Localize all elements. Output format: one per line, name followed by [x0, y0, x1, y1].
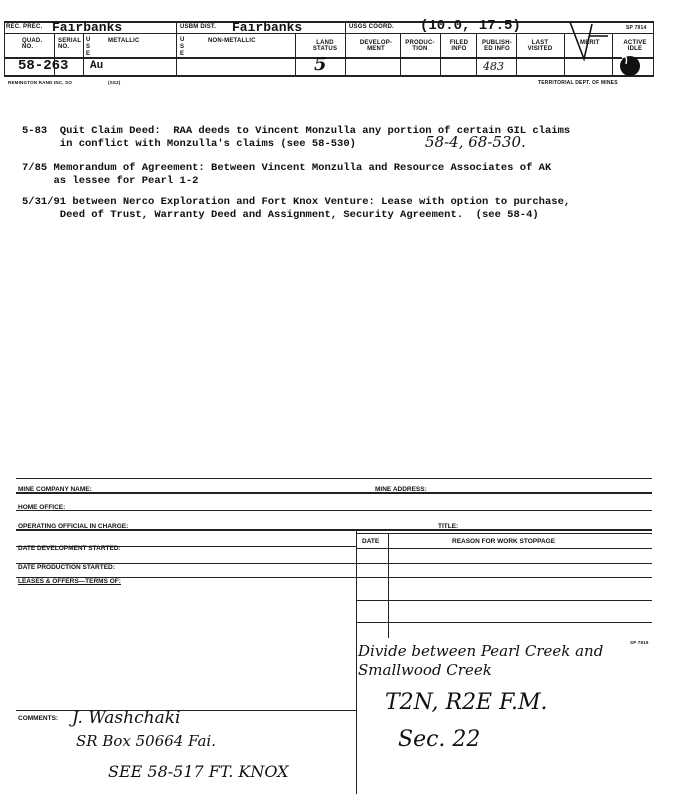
quad-label: QUAD. NO.: [22, 38, 43, 50]
see-reference: SEE 58-517 FT. KNOX: [108, 762, 289, 781]
home-office-label: HOME OFFICE:: [18, 504, 66, 511]
usgs-coord-value: (10.0, 17.5): [420, 18, 521, 34]
nonmetallic-label: NON-METALLIC: [208, 38, 256, 44]
dev-started-label: DATE DEVELOPMENT STARTED:: [18, 545, 121, 552]
form-number-bottom: SP 7915: [630, 640, 649, 645]
entry-2-line-1: 7/85 Memorandum of Agreement: Between Vincent Monzulla and Resource Associates of AK: [22, 162, 552, 174]
reason-column-label: REASON FOR WORK STOPPAGE: [452, 538, 556, 545]
comment-address: SR Box 50664 Fai.: [76, 732, 217, 750]
last-visited-label: LAST VISITED: [527, 40, 553, 52]
usbm-dist-label: USBM DIST.: [180, 24, 217, 30]
develop-label: DEVELOP- MENT: [359, 40, 393, 52]
operating-official-label: OPERATING OFFICIAL IN CHARGE:: [18, 523, 129, 530]
usbm-dist-value: Fairbanks: [232, 20, 303, 35]
rec-prec-value: Fairbanks: [52, 20, 123, 35]
land-status-value: 5: [314, 54, 327, 75]
published-info-label: PUBLISH- ED INFO: [482, 40, 512, 52]
filed-info-label: FILED INFO: [449, 40, 469, 52]
title-label: TITLE:: [438, 523, 459, 530]
prod-started-label: DATE PRODUCTION STARTED:: [18, 564, 115, 571]
usgs-coord-label: USGS COORD.: [349, 24, 394, 30]
metallic-label: METALLIC: [108, 38, 140, 44]
serial-label: SERIAL NO.: [58, 38, 82, 50]
usm-letters-2: U S E: [180, 37, 185, 57]
production-label: PRODUC- TION: [405, 40, 435, 52]
township-note: T2N, R2E F.M.: [385, 690, 548, 715]
mine-address-label: MINE ADDRESS:: [375, 486, 427, 493]
active-idle-label: ACTIVE IDLE: [623, 40, 647, 52]
usm-letters: U S E: [86, 37, 91, 57]
rec-prec-label: REC. PREC.: [6, 24, 43, 30]
form-number-top: SP 7914: [626, 25, 647, 31]
divide-note-line-1: Divide between Pearl Creek and: [358, 642, 604, 660]
date-column-label: DATE: [362, 538, 380, 545]
entry-1-line-1: 5-83 Quit Claim Deed: RAA deeds to Vincent Monzulla any portion of certain GIL claims: [22, 125, 571, 137]
entry-1-handwritten: 58-4, 68-530.: [425, 133, 526, 151]
published-value: 483: [483, 60, 504, 73]
entry-3-line-1: 5/31/91 between Nerco Exploration and Fort Knox Venture: Lease with option to purchase,: [22, 196, 571, 208]
quad-value: 58-263: [18, 58, 69, 74]
printer-mark: REMINGTON RAND INC. SO: [8, 80, 73, 85]
comments-label: COMMENTS:: [18, 715, 59, 722]
merit-label: MERIT: [580, 40, 600, 46]
land-status-label: LAND STATUS: [312, 40, 338, 52]
entry-2-line-2: as lessee for Pearl 1-2: [22, 175, 199, 187]
printer-mark-2: (SS2): [108, 80, 121, 85]
mine-company-name-label: MINE COMPANY NAME:: [18, 486, 92, 493]
entry-3-line-2: Deed of Trust, Warranty Deed and Assignment, Security Agreement. (see 58-4): [22, 209, 539, 221]
territorial-dept: TERRITORIAL DEPT. OF MINES: [538, 80, 618, 86]
divide-note-line-2: Smallwood Creek: [358, 661, 492, 679]
section-note: Sec. 22: [398, 727, 481, 752]
leases-offers-label: LEASES & OFFERS—TERMS OF:: [18, 578, 121, 585]
entry-1-line-2: in conflict with Monzulla's claims (see 58-530): [22, 138, 356, 150]
metallic-value: Au: [90, 60, 104, 72]
comment-name: J. Washchaki: [72, 708, 181, 728]
merit-check-mark: [560, 14, 660, 89]
